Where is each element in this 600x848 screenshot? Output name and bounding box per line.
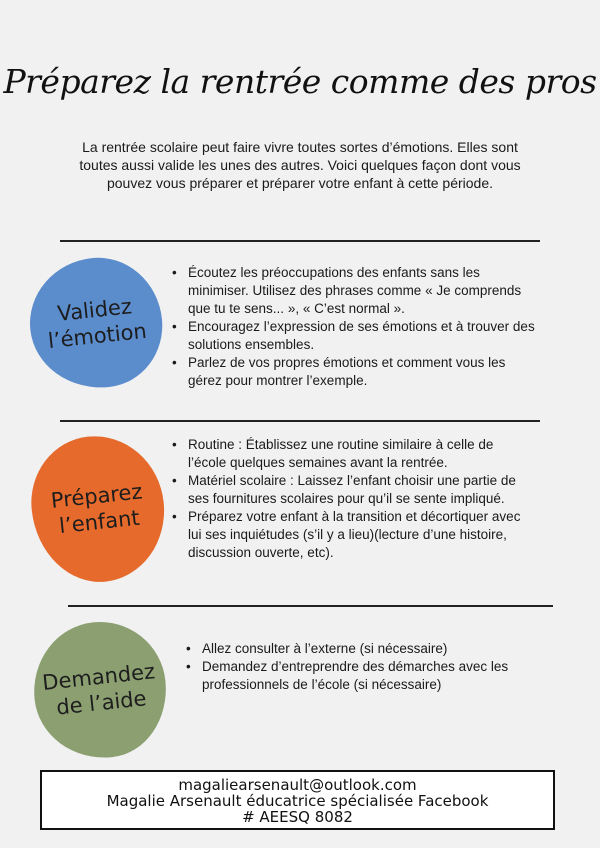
badge-label-line2: l’enfant bbox=[58, 505, 141, 539]
badge-label-line1: Préparez bbox=[49, 479, 144, 513]
section-badge-demandez bbox=[27, 615, 172, 764]
badge-label-line1: Validez bbox=[56, 294, 133, 326]
divider bbox=[60, 420, 540, 422]
contact-id: # AEESQ 8082 bbox=[242, 808, 353, 826]
section-list-preparez bbox=[172, 436, 522, 562]
badge-label-line2: de l’aide bbox=[55, 686, 148, 720]
list-item: • Écoutez les préoccupations des enfants sans les minimiser. Utilisez des phrases comme « Je comprends que tu te sens... », « C’est normal ». bbox=[172, 264, 542, 318]
section-list-demandez bbox=[186, 640, 516, 694]
list-item: • Préparez votre enfant à la transition et décortiquer avec lui ses inquiétudes (s’il y a lieu)(lecture d’une histoire, discussion ouverte, etc). bbox=[172, 508, 522, 562]
badge-label-line1: Demandez bbox=[41, 659, 157, 695]
page-title: Préparez la rentrée comme des pros bbox=[3, 62, 597, 101]
list-item: • Parlez de vos propres émotions et comment vous les gérez pour montrer l’exemple. bbox=[172, 354, 542, 390]
section-badge-validez bbox=[24, 251, 169, 394]
contact-email: magaliearsenault@outlook.com bbox=[178, 776, 417, 794]
divider bbox=[60, 240, 540, 242]
list-item: • Routine : Établissez une routine similaire à celle de l’école quelques semaines avant la rentrée. bbox=[172, 436, 522, 472]
intro-paragraph: La rentrée scolaire peut faire vivre toutes sortes d’émotions. Elles sont toutes aussi valide les unes des autres. Voici quelques façon dont vous pouvez vous préparer et préparer votre enfant à cette période. bbox=[79, 139, 521, 191]
list-item: • Encouragez l’expression de ses émotions et à trouver des solutions ensembles. bbox=[172, 318, 542, 354]
list-item: • Matériel scolaire : Laissez l’enfant choisir une partie de ses fournitures scolaires pour qu’il se sente impliqué. bbox=[172, 472, 522, 508]
section-list-validez bbox=[172, 264, 542, 390]
divider bbox=[68, 605, 553, 607]
list-item: • Allez consulter à l’externe (si nécessaire) bbox=[186, 640, 516, 658]
badge-label-line2: l’émotion bbox=[46, 318, 148, 354]
contact-name: Magalie Arsenault éducatrice spécialisée Facebook bbox=[106, 792, 489, 810]
contact-footer bbox=[40, 770, 555, 830]
list-item: • Demandez d’entreprendre des démarches avec les professionnels de l’école (si nécessaire) bbox=[186, 658, 516, 694]
section-badge-preparez bbox=[25, 430, 172, 589]
